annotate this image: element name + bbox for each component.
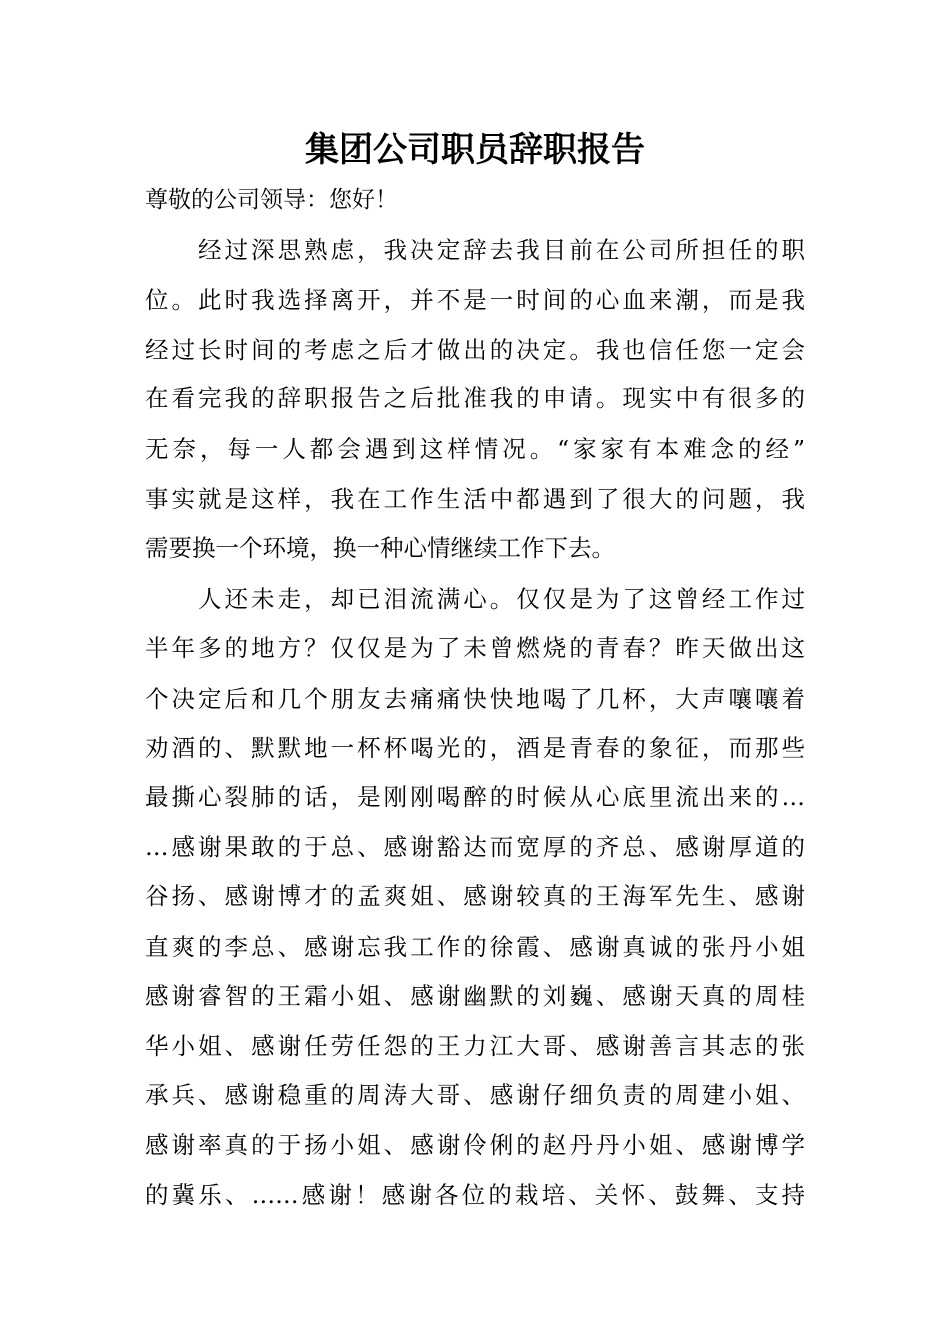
paragraph-line: 承兵、感谢稳重的周涛大哥、感谢仔细负责的周建小姐、 (145, 1081, 805, 1109)
paragraph-line: 在看完我的辞职报告之后批准我的申请。现实中有很多的 (145, 384, 805, 412)
paragraph-line: 的冀乐、……感谢！感谢各位的栽培、关怀、鼓舞、支持 (145, 1181, 805, 1209)
paragraph-line: 直爽的李总、感谢忘我工作的徐霞、感谢真诚的张丹小姐 (145, 933, 805, 961)
paragraph-line: 人还未走，却已泪流满心。仅仅是为了这曾经工作过 (198, 585, 805, 613)
document-title: 集团公司职员辞职报告 (305, 130, 645, 170)
paragraph-line: 劝酒的、默默地一杯杯喝光的，酒是青春的象征，而那些 (145, 734, 805, 762)
paragraph-line: 事实就是这样，我在工作生活中都遇到了很大的问题，我 (145, 485, 805, 513)
paragraph-line: 需要换一个环境，换一种心情继续工作下去。 (145, 534, 615, 562)
paragraph-line: 个决定后和几个朋友去痛痛快快地喝了几杯，大声嚷嚷着 (145, 685, 805, 713)
salutation: 尊敬的公司领导：您好！ (145, 187, 398, 213)
paragraph-line: 半年多的地方？仅仅是为了未曾燃烧的青春？昨天做出这 (145, 634, 805, 662)
paragraph-line: 经过深思熟虑，我决定辞去我目前在公司所担任的职 (198, 236, 805, 264)
paragraph-line: 感谢率真的于扬小姐、感谢伶俐的赵丹丹小姐、感谢博学 (145, 1131, 805, 1159)
paragraph-line: 最撕心裂肺的话，是刚刚喝醉的时候从心底里流出来的… (145, 783, 805, 811)
paragraph-line: 经过长时间的考虑之后才做出的决定。我也信任您一定会 (145, 336, 805, 364)
paragraph-line: 感谢睿智的王霜小姐、感谢幽默的刘巍、感谢天真的周桂 (145, 982, 805, 1010)
paragraph-line: 谷扬、感谢博才的孟爽姐、感谢较真的王海军先生、感谢 (145, 882, 805, 910)
paragraph-line: …感谢果敢的于总、感谢豁达而宽厚的齐总、感谢厚道的 (145, 833, 805, 861)
paragraph-line: 无奈，每一人都会遇到这样情况。“家家有本难念的经” (145, 435, 805, 463)
paragraph-line: 华小姐、感谢任劳任怨的王力江大哥、感谢善言其志的张 (145, 1032, 805, 1060)
paragraph-line: 位。此时我选择离开，并不是一时间的心血来潮，而是我 (145, 286, 805, 314)
